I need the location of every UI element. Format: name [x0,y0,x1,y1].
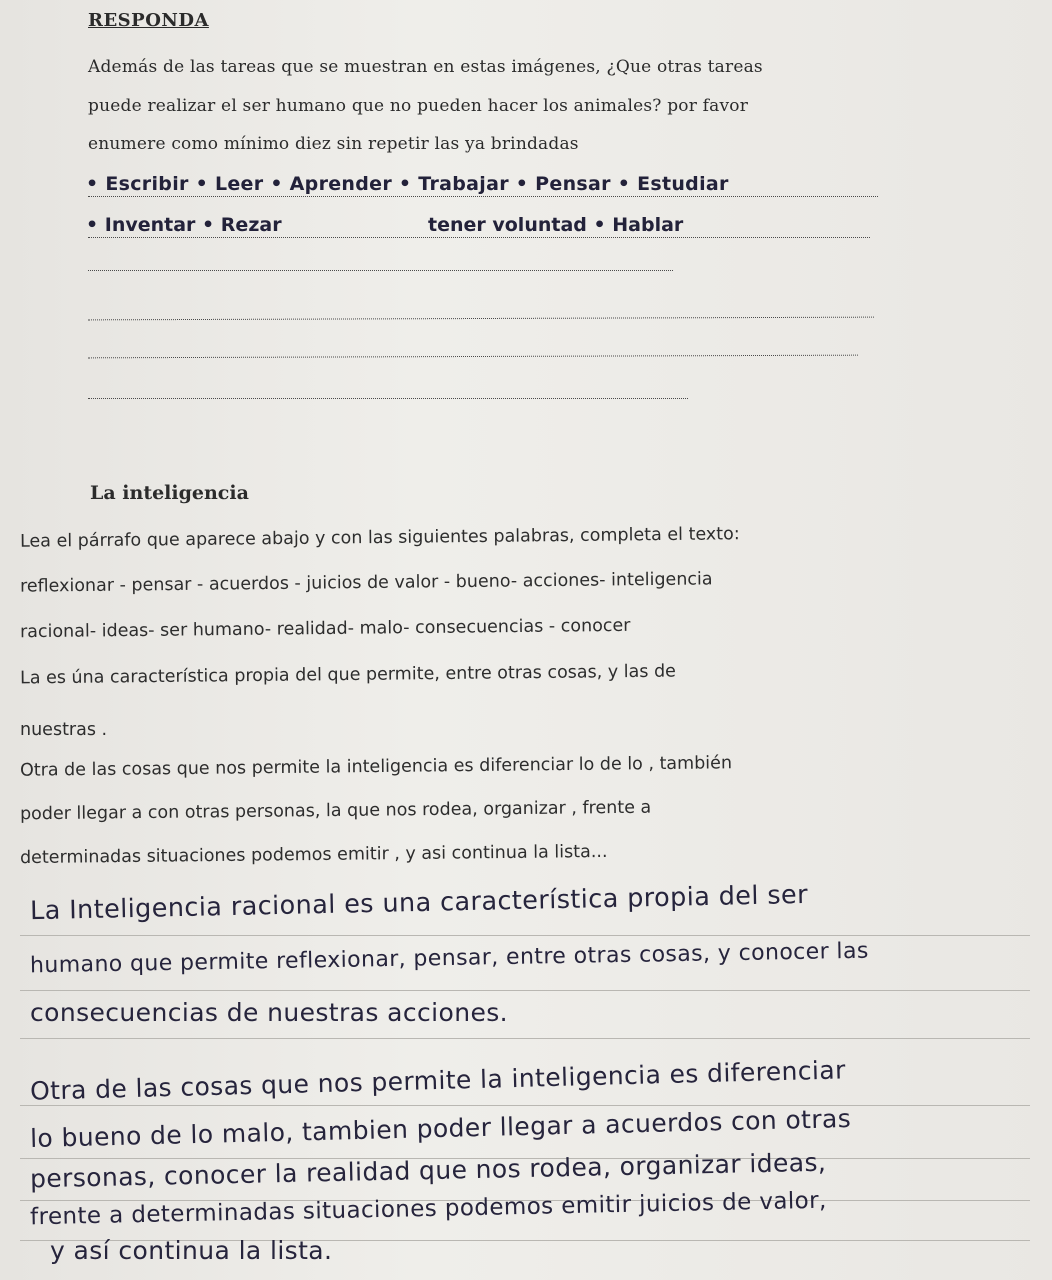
handwritten-answer-line-5: lo bueno de lo malo, tambien poder llegar a acuerdos con otras [29,1103,852,1154]
answer-dotted-line-3 [88,270,673,271]
writing-rule-2 [20,990,1030,991]
answer-dotted-line-5 [88,355,858,359]
handwritten-answer-line-4: Otra de las cosas que nos permite la inteligencia es diferenciar [29,1055,847,1106]
word-bank-line-1: reflexionar - pensar - acuerdos - juicios de valor - bueno- acciones- inteligencia [19,569,713,597]
writing-rule-1 [20,935,1030,936]
question-line-3: enumere como mínimo diez sin repetir las ya brindadas [88,134,579,154]
page-heading: RESPONDA [88,10,209,31]
handwritten-answer-line-7: frente a determinadas situaciones podemos emitir juicios de valor, [29,1187,827,1231]
answer-list-row-2-end: tener voluntad • Hablar [428,214,684,236]
answer-dotted-line-4 [88,317,874,321]
paragraph-line-1: La es úna característica propia del que permite, entre otras cosas, y las de [19,661,677,689]
writing-rule-3 [20,1038,1030,1039]
question-line-1: Además de las tareas que se muestran en estas imágenes, ¿Que otras tareas [88,57,763,77]
handwritten-answer-line-1: La Inteligencia racional es una característica propia del ser [29,879,809,927]
answer-list-row-2-start: • Inventar • Rezar [86,214,282,236]
answer-dotted-line-1 [88,196,878,197]
exercise-instruction: Lea el párrafo que aparece abajo y con las siguientes palabras, completa el texto: [19,524,740,552]
answer-dotted-line-2 [88,237,870,238]
handwritten-answer-line-8: y así continua la lista. [50,1236,333,1265]
paragraph-line-2: nuestras . [20,720,108,740]
handwritten-answer-line-2: humano que permite reflexionar, pensar, entre otras cosas, y conocer las [29,938,869,979]
answer-dotted-line-6 [88,398,688,399]
paragraph-line-3: Otra de las cosas que nos permite la inteligencia es diferenciar lo de lo , también [19,753,733,781]
handwritten-answer-line-6: personas, conocer la realidad que nos rodea, organizar ideas, [29,1147,827,1194]
answer-list-row-1: • Escribir • Leer • Aprender • Trabajar • Pensar • Estudiar [86,173,729,195]
paragraph-line-4: poder llegar a con otras personas, la que nos rodea, organizar , frente a [19,797,652,825]
paragraph-line-5: determinadas situaciones podemos emitir , y asi continua la lista... [19,841,608,869]
handwritten-answer-line-3: consecuencias de nuestras acciones. [30,998,509,1027]
question-line-2: puede realizar el ser humano que no pueden hacer los animales? por favor [88,96,749,116]
section-title: La inteligencia [90,482,249,504]
writing-rule-4 [20,1105,1030,1106]
word-bank-line-2: racional- ideas- ser humano- realidad- malo- consecuencias - conocer [19,615,631,643]
